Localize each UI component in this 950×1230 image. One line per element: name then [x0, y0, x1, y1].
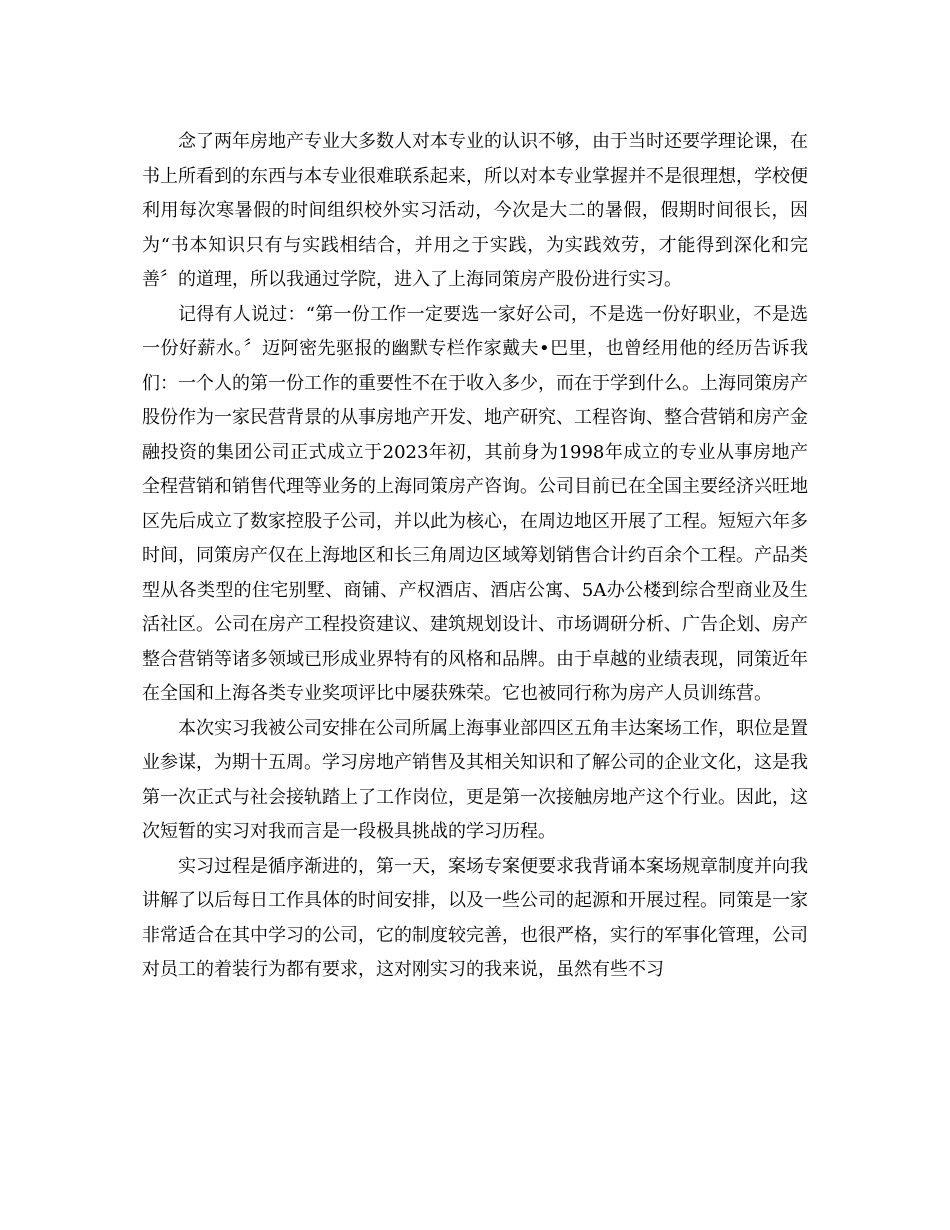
paragraph-4: 实习过程是循序渐进的，第一天，案场专案便要求我背诵本案场规章制度并向我讲解了以后每日工作具体的时间安排，以及一些公司的起源和开展过程。同策是一家非常适合在其中学习的公司，它的制度较完善，也很严格，实行的军事化管理，公司对员工的着装行为都有要求，这对刚实习的我来说，虽然有些不习	[142, 855, 808, 980]
document-page	[142, 125, 808, 988]
paragraph-3: 本次实习我被公司安排在公司所属上海事业部四区五角丰达案场工作，职位是置业参谋，为期十五周。学习房地产销售及其相关知识和了解公司的企业文化，这是我第一次正式与社会接轨踏上了工作岗位，更是第一次接触房地产这个行业。因此，这次短暂的实习对我而言是一段极具挑战的学习历程。	[142, 717, 808, 842]
paragraph-2: 记得有人说过：“第一份工作一定要选一家好公司，不是选一份好职业，不是选一份好薪水。〞迈阿密先驱报的幽默专栏作家戴夫•巴里，也曾经用他的经历告诉我们：一个人的第一份工作的重要性不在于收入多少，而在于学到什么。上海同策房产股份作为一家民营背景的从事房地产开发、地产研究、工程咨询、整合营销和房产金融投资的集团公司正式成立于2023年初，其前身为1998年成立的专业从事房地产全程营销和销售代理等业务的上海同策房产咨询。公司目前已在全国主要经济兴旺地区先后成立了数家控股子公司，并以此为核心，在周边地区开展了工程。短短六年多时间，同策房产仅在上海地区和长三角周边区域筹划销售合计约百余个工程。产品类型从各类型的住宅别墅、商铺、产权酒店、酒店公寓、5A办公楼到综合型商业及生活社区。公司在房产工程投资建议、建筑规划设计、市场调研分析、广告企划、房产整合营销等诸多领域已形成业界特有的风格和品牌。由于卓越的业绩表现，同策近年在全国和上海各类专业奖项评比中屡获殊荣。它也被同行称为房产人员训练营。	[142, 303, 808, 704]
paragraph-1: 念了两年房地产专业大多数人对本专业的认识不够，由于当时还要学理论课，在书上所看到的东西与本专业很难联系起来，所以对本专业掌握并不是很理想，学校便利用每次寒暑假的时间组织校外实习活动，今次是大二的暑假，假期时间很长，因为“书本知识只有与实践相结合，并用之于实践，为实践效劳，才能得到深化和完善〞的道理，所以我通过学院，进入了上海同策房产股份进行实习。	[142, 131, 808, 290]
